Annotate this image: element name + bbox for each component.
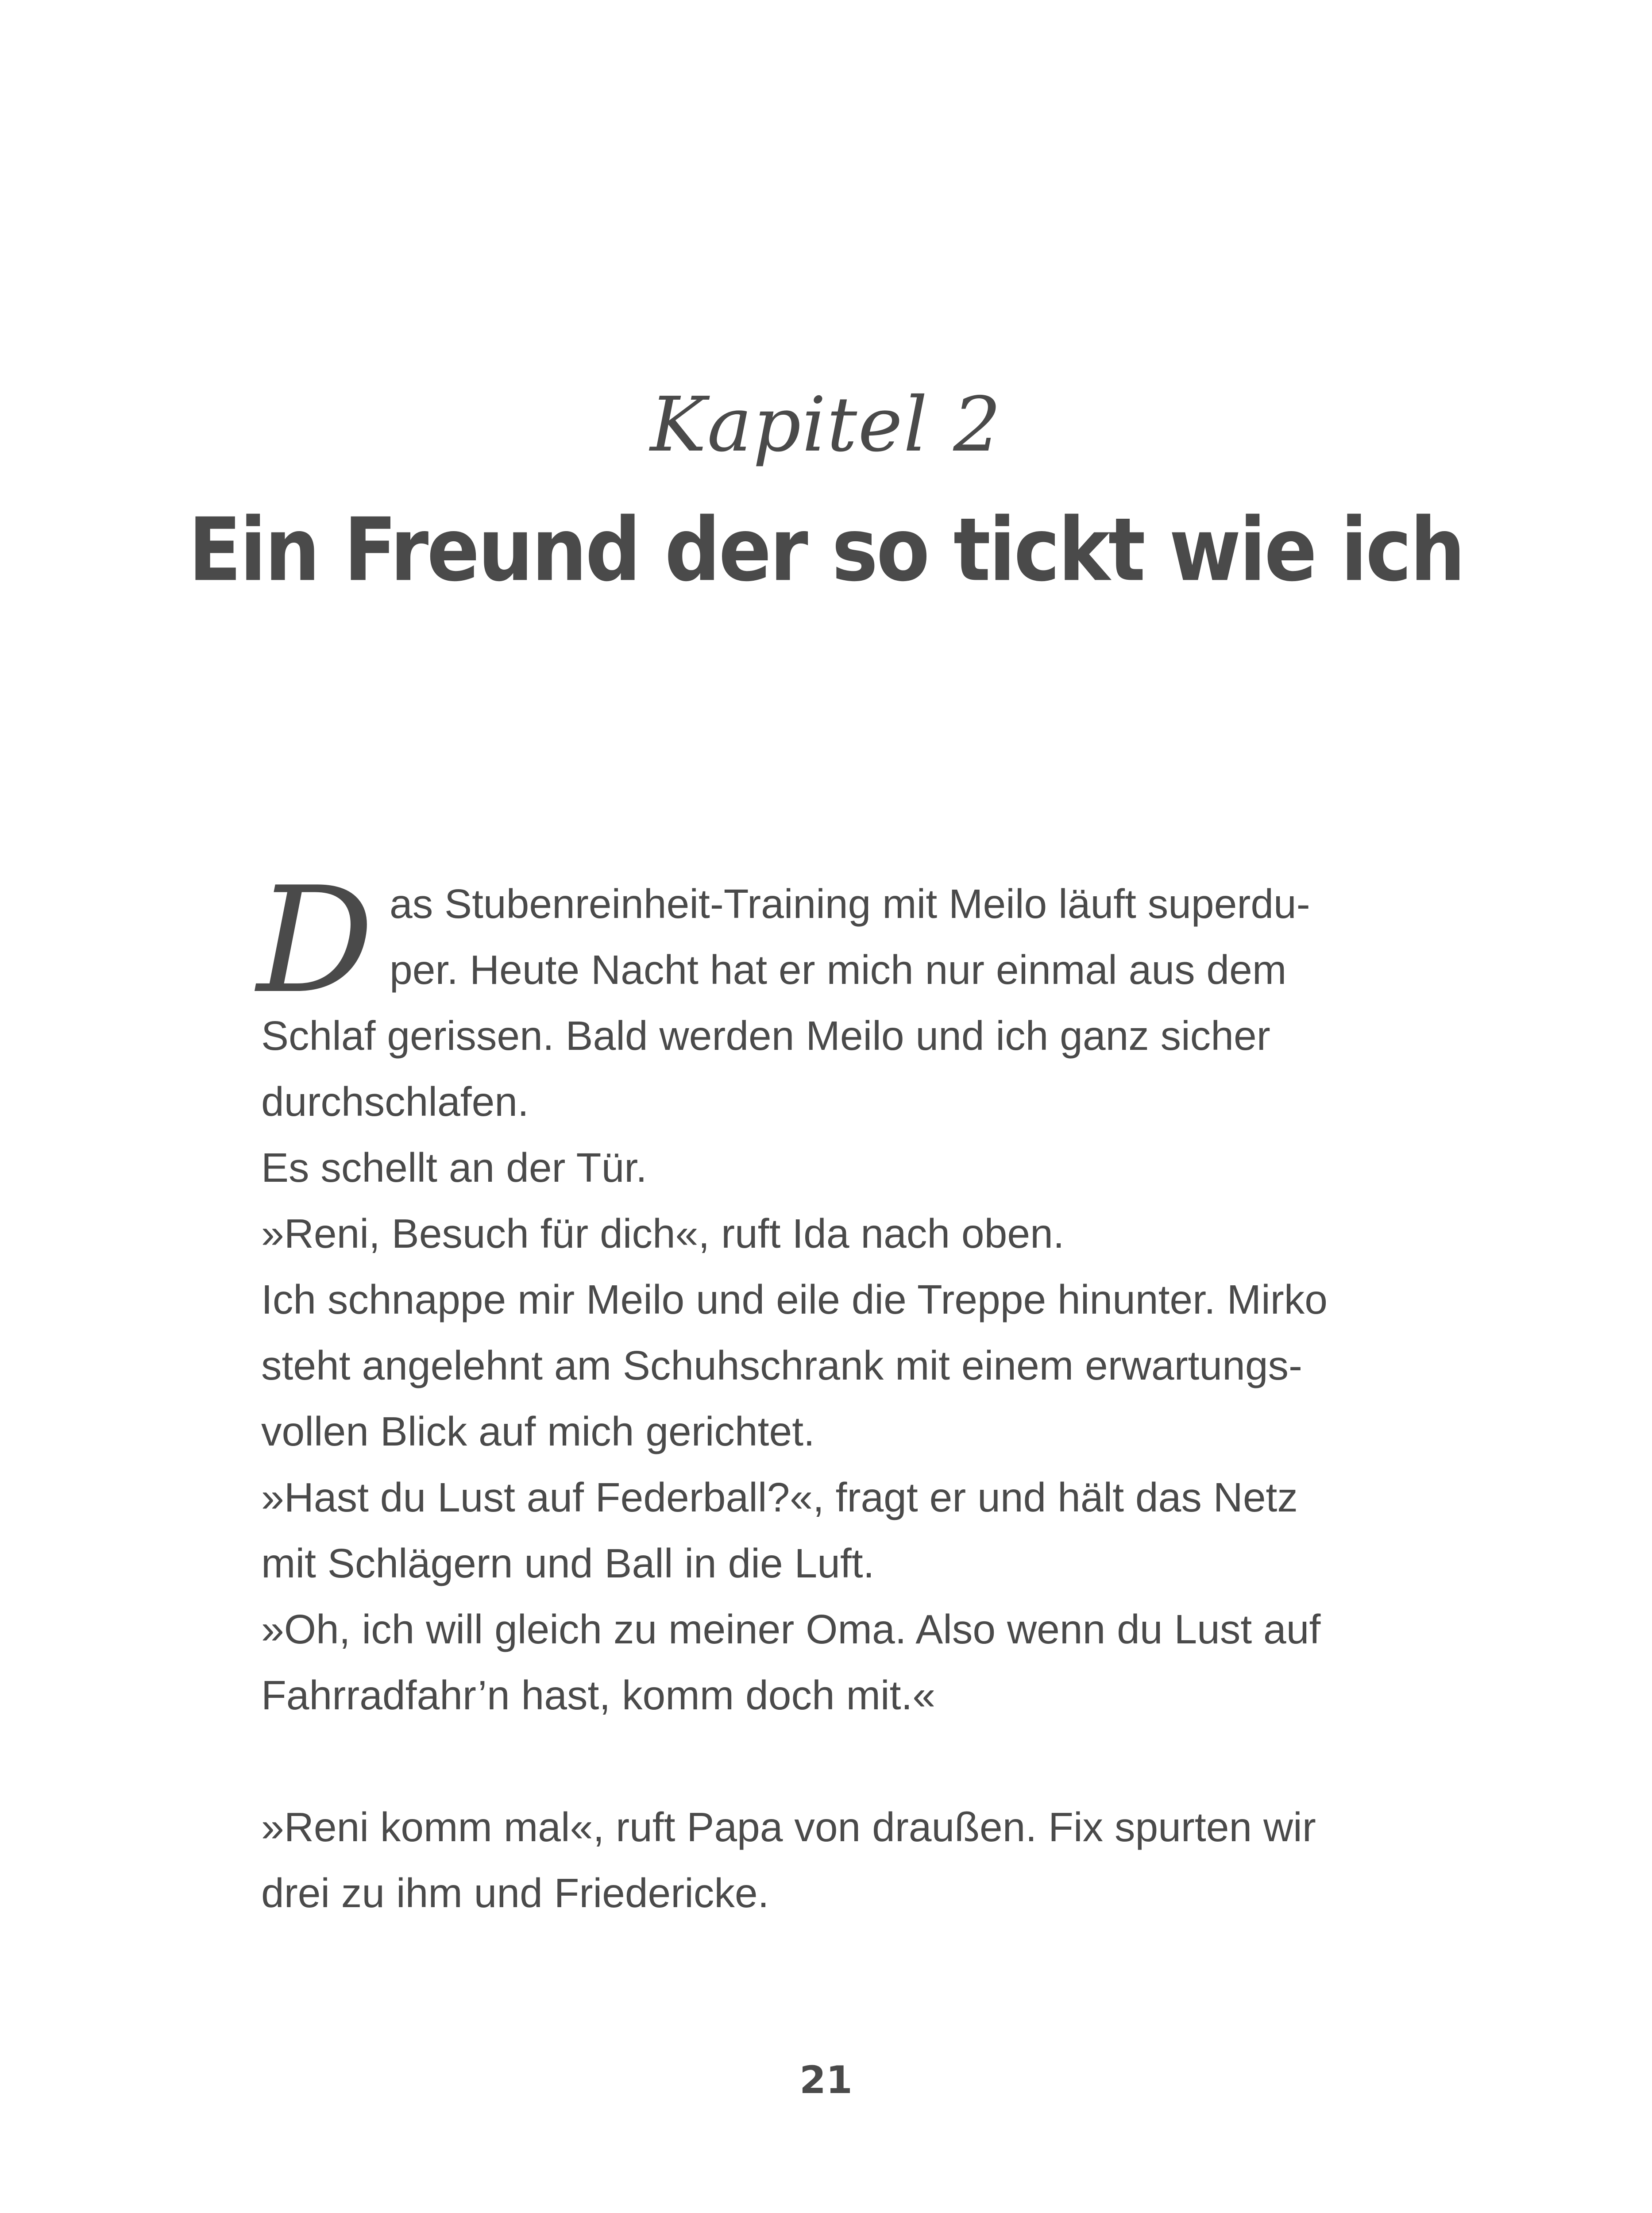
body-line: Fahrradfahr’n hast, komm doch mit.« <box>261 1672 936 1718</box>
body-line: as Stubenreinheit-Training mit Meilo läuft superdu- <box>390 881 1310 927</box>
body-line: »Reni, Besuch für dich«, ruft Ida nach oben. <box>261 1211 1065 1257</box>
body-line: »Oh, ich will gleich zu meiner Oma. Also wenn du Lust auf <box>261 1606 1321 1652</box>
body-line: Ich schnappe mir Meilo und eile die Treppe hinunter. Mirko <box>261 1276 1328 1322</box>
drop-cap: D <box>257 856 374 1026</box>
body-line: vollen Blick auf mich gerichtet. <box>261 1408 815 1454</box>
chapter-label: Kapitel 2 <box>650 381 1002 469</box>
body-line: »Reni komm mal«, ruft Papa von draußen. Fix spurten wir <box>261 1804 1316 1850</box>
body-line: durchschlafen. <box>261 1079 529 1125</box>
body-line: drei zu ihm und Friedericke. <box>261 1870 769 1916</box>
paragraph-gap <box>261 1728 1394 1794</box>
body-line: »Hast du Lust auf Federball?«, fragt er und hält das Netz <box>261 1474 1298 1520</box>
body-line: steht angelehnt am Schuhschrank mit einem erwartungs- <box>261 1342 1303 1388</box>
body-line: Es schellt an der Tür. <box>261 1145 647 1191</box>
chapter-title: Ein Freund der so tickt wie ich <box>188 499 1464 601</box>
body-line: mit Schlägern und Ball in die Luft. <box>261 1540 875 1586</box>
body-text <box>261 871 1394 1926</box>
body-line: per. Heute Nacht hat er mich nur einmal aus dem <box>390 947 1287 993</box>
body-line: Schlaf gerissen. Bald werden Meilo und ich ganz sicher <box>261 1013 1270 1059</box>
page-number: 21 <box>799 2058 853 2102</box>
